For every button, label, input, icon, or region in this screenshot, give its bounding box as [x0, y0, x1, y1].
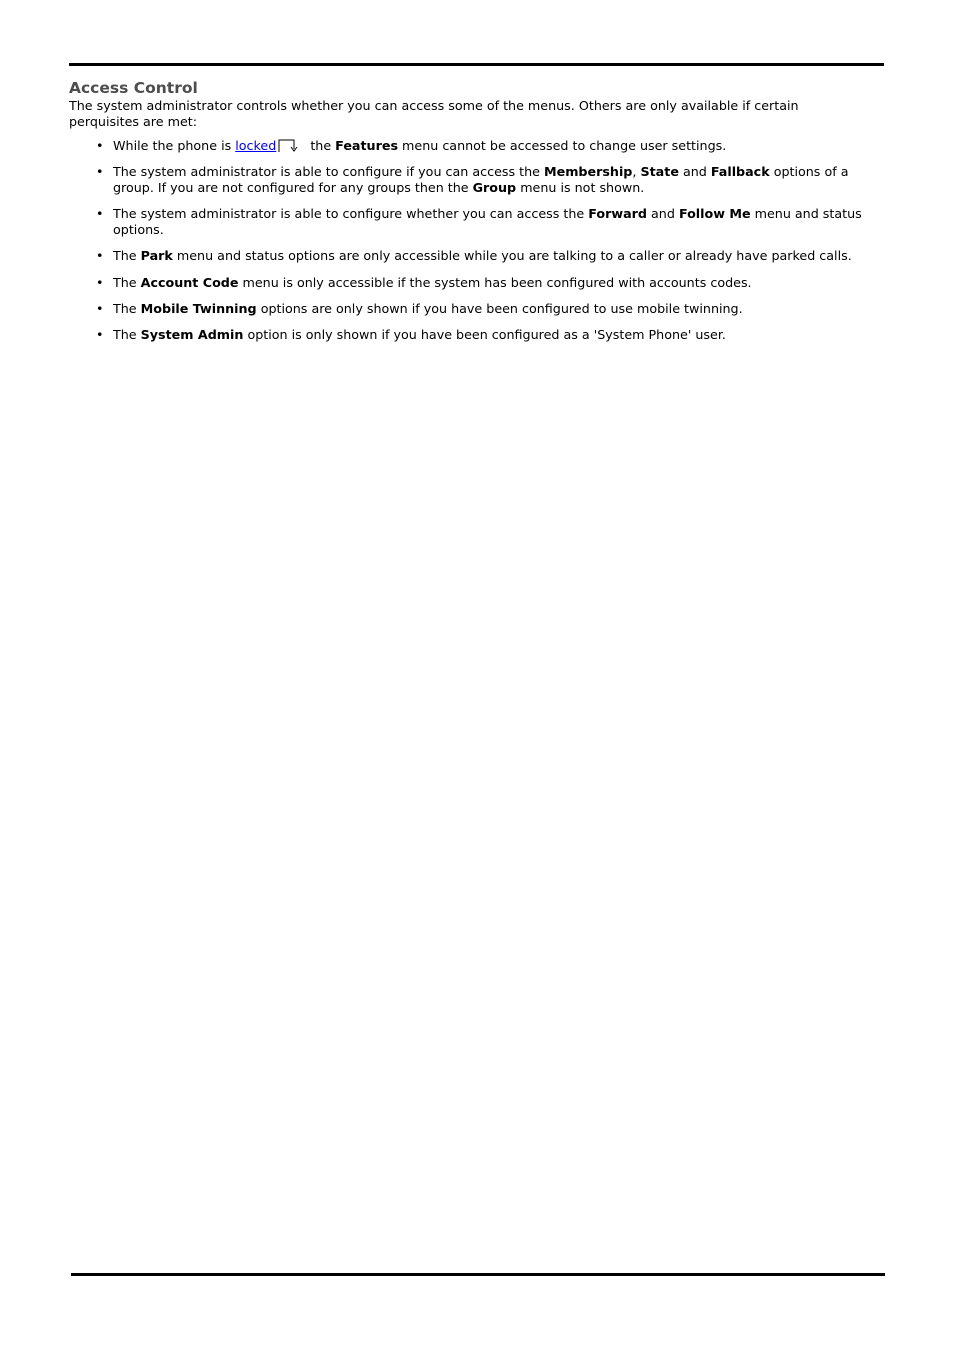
page-reference-arrow-icon[interactable] [278, 139, 302, 153]
access-list [69, 138, 869, 343]
list-item: • The Park menu and status options are only accessible while you are talking to a caller or already have parked calls. [96, 248, 852, 264]
bullet: • [96, 248, 104, 264]
footer-rule [71, 1273, 885, 1276]
header-rule [69, 63, 884, 66]
list-item: • The system administrator is able to configure if you can access the Membership, State and Fallback options of a group. If you are not configured for any groups then the Group menu is not shown. [96, 164, 849, 196]
list-item: • While the phone is locked the Features menu cannot be accessed to change user settings. [96, 138, 727, 153]
list-item: • The System Admin option is only shown if you have been configured as a 'System Phone' user. [96, 327, 726, 343]
bullet: • [96, 327, 104, 343]
list-item: • The Account Code menu is only accessible if the system has been configured with accounts codes. [96, 274, 752, 290]
intro-paragraph: The system administrator controls whether you can access some of the menus. Others are only available if certain perquisites are met: [69, 98, 799, 129]
bullet: • [96, 301, 104, 317]
document-body [69, 78, 869, 354]
bullet: • [96, 138, 104, 153]
locked-link[interactable]: locked [235, 138, 277, 153]
bullet: • [96, 164, 104, 180]
list-item: • The system administrator is able to configure whether you can access the Forward and Follow Me menu and status options. [96, 206, 862, 238]
section-heading: Access Control [69, 79, 198, 97]
list-item: • The Mobile Twinning options are only shown if you have been configured to use mobile twinning. [96, 301, 743, 317]
bullet: • [96, 274, 104, 290]
bullet: • [96, 206, 104, 222]
